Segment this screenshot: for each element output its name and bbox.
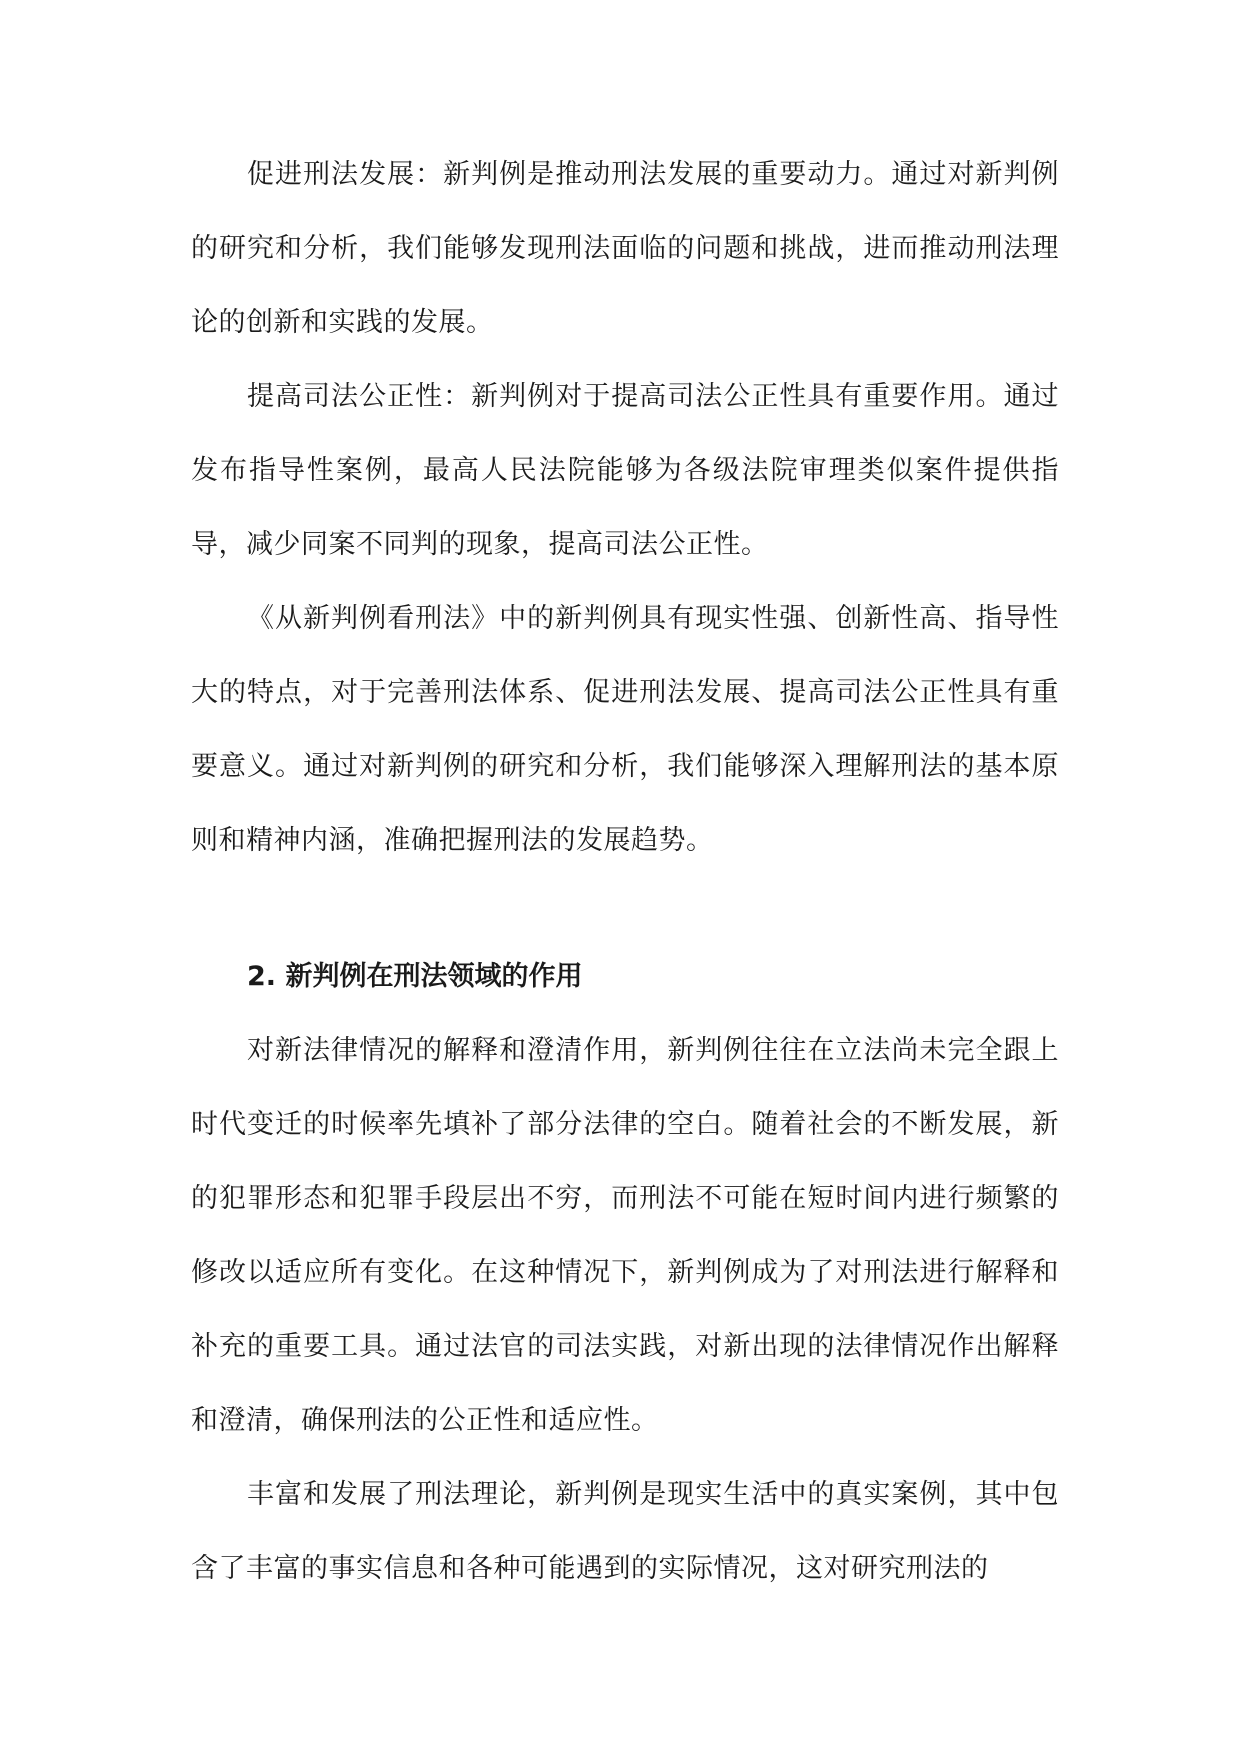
paragraph-theory-enrichment: 丰富和发展了刑法理论，新判例是现实生活中的真实案例，其中包含了丰富的事实信息和各种可能遇到的实际情况，这对研究刑法的: [191, 1479, 1059, 1584]
paragraph-interpretation-role: 对新法律情况的解释和澄清作用，新判例往往在立法尚未完全跟上时代变迁的时候率先填补了部分法律的空白。随着社会的不断发展，新的犯罪形态和犯罪手段层出不穷，而刑法不可能在短时间内进行频繁的修改以适应所有变化。在这种情况下，新判例成为了对刑法进行解释和补充的重要工具。通过法官的司法实践，对新出现的法律情况作出解释和澄清，确保刑法的公正性和适应性。: [191, 1035, 1059, 1436]
section-heading: 2. 新判例在刑法领域的作用: [247, 961, 583, 992]
paragraph-promote-development: 促进刑法发展：新判例是推动刑法发展的重要动力。通过对新判例的研究和分析，我们能够发现刑法面临的问题和挑战，进而推动刑法理论的创新和实践的发展。: [191, 159, 1059, 338]
paragraph-summary: 《从新判例看刑法》中的新判例具有现实性强、创新性高、指导性大的特点，对于完善刑法体系、促进刑法发展、提高司法公正性具有重要意义。通过对新判例的研究和分析，我们能够深入理解刑法的基本原则和精神内涵，准确把握刑法的发展趋势。: [191, 603, 1059, 856]
paragraph-judicial-fairness: 提高司法公正性：新判例对于提高司法公正性具有重要作用。通过发布指导性案例，最高人民法院能够为各级法院审理类似案件提供指导，减少同案不同判的现象，提高司法公正性。: [191, 381, 1059, 560]
page-content: [191, 138, 1059, 1606]
